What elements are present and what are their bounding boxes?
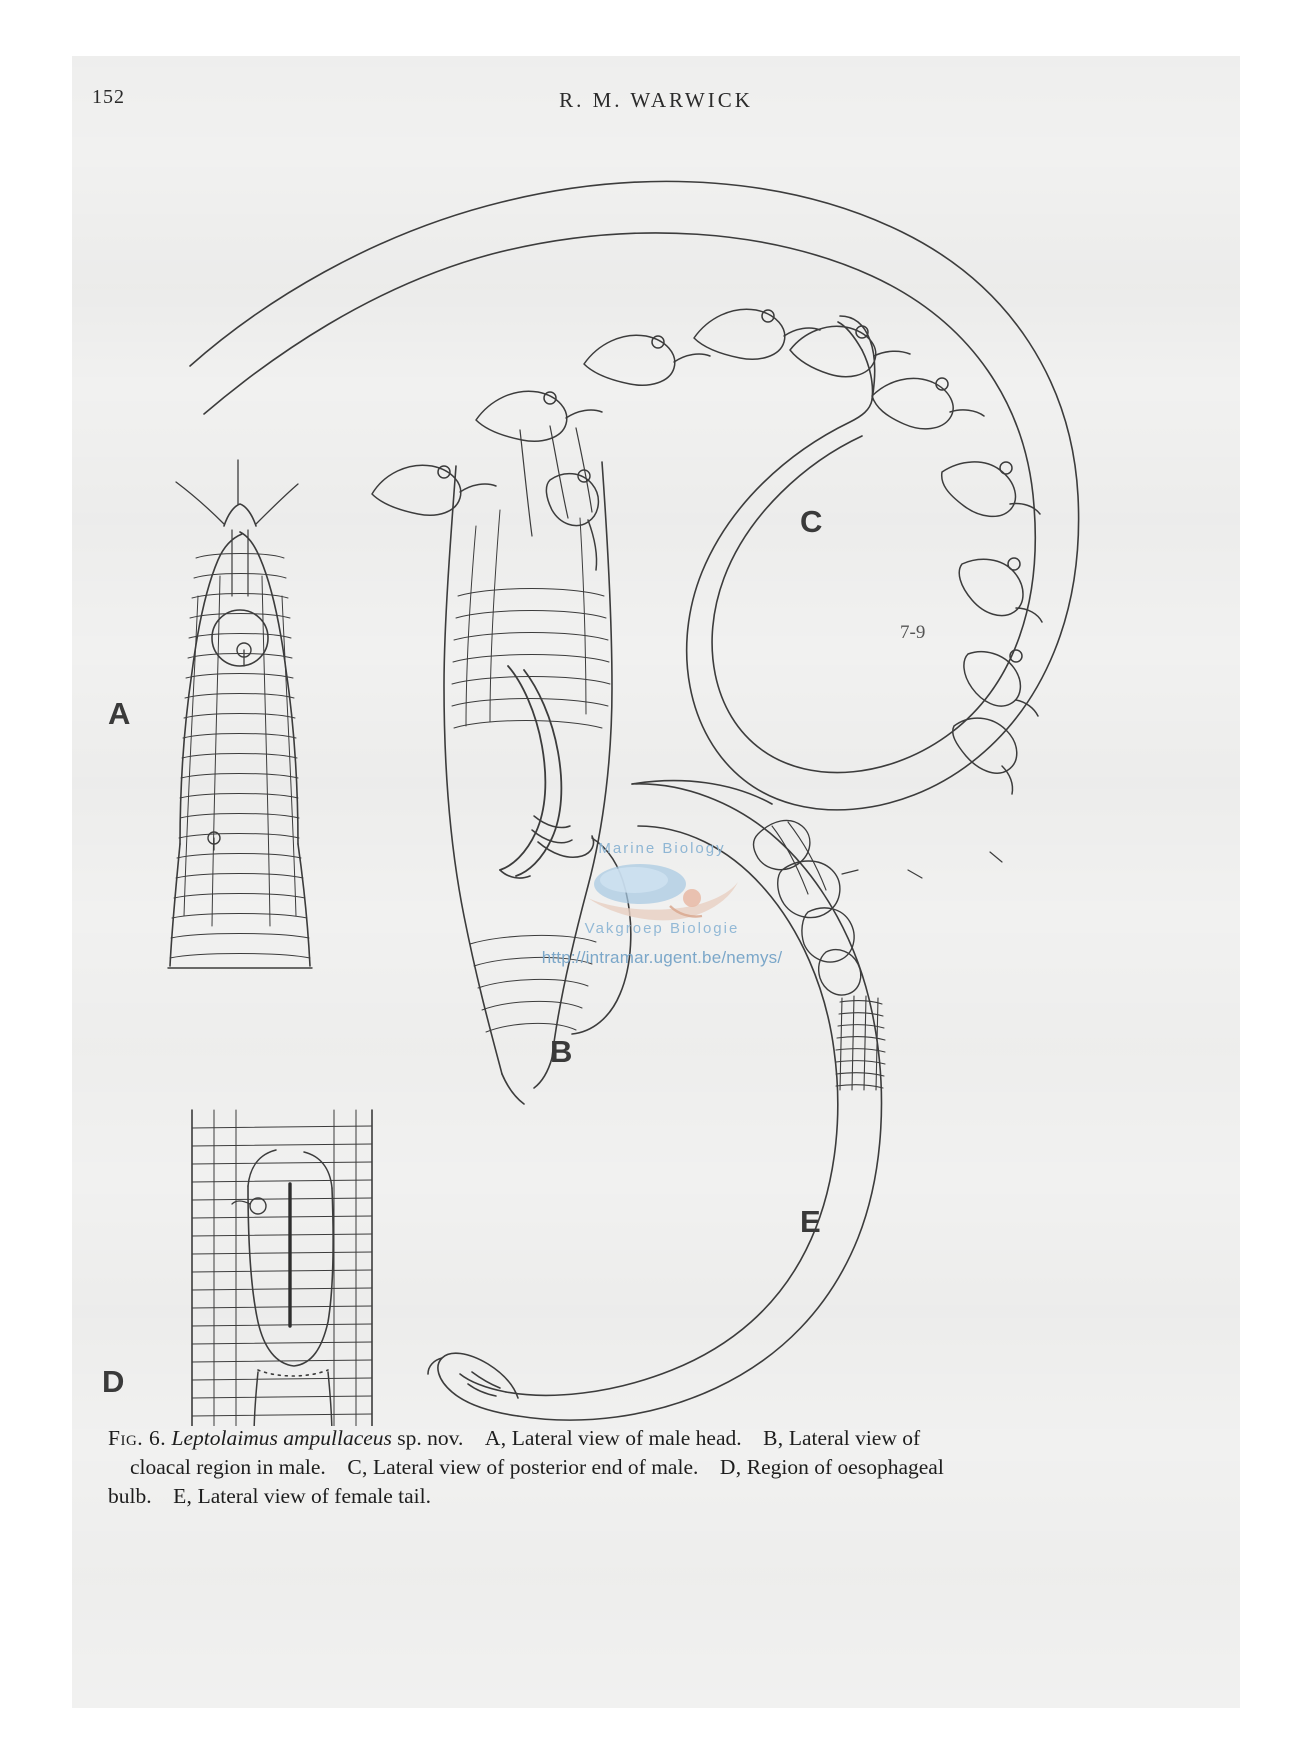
- caption-item-label-e: E,: [173, 1484, 193, 1509]
- caption-item-text-e: Lateral view of female tail.: [197, 1484, 431, 1509]
- caption-item-text-d: Region of oesophageal: [746, 1455, 944, 1480]
- caption-item-text-d2: bulb.: [108, 1484, 152, 1509]
- caption-item-label-b: B,: [763, 1426, 784, 1450]
- caption-species: Leptolaimus ampullaceus: [171, 1426, 392, 1450]
- caption-item-label-d: D,: [719, 1455, 742, 1480]
- watermark-title: Marine Biology: [598, 840, 726, 857]
- figure-caption: [108, 1424, 1208, 1511]
- panel-label-d: D: [102, 1364, 125, 1399]
- panel-label-a: A: [108, 696, 131, 731]
- watermark-subtitle: Vakgroep Biologie: [584, 920, 740, 937]
- annotation-c-numbers: 7-9: [900, 622, 926, 643]
- caption-item-text-b2: cloacal region in male.: [130, 1455, 326, 1480]
- panel-label-c: C: [800, 504, 823, 539]
- caption-item-text-c: Lateral view of posterior end of male.: [373, 1455, 699, 1480]
- caption-item-label-c: C,: [347, 1455, 368, 1480]
- watermark-url: http://intramar.ugent.be/nemys/: [541, 948, 783, 967]
- caption-item-label-a: A,: [484, 1426, 507, 1450]
- running-head: R. M. WARWICK: [559, 88, 753, 112]
- scanned-page: [72, 56, 1240, 1708]
- panel-label-b: B: [550, 1034, 573, 1069]
- page-number: 152: [92, 86, 125, 108]
- caption-item-text-a: Lateral view of male head.: [511, 1426, 742, 1450]
- figure-drawing-svg: [72, 126, 1240, 1426]
- caption-fig-number: Fig. 6.: [108, 1426, 167, 1450]
- figure-illustration: [72, 126, 1240, 1426]
- panel-label-e: E: [800, 1204, 821, 1239]
- caption-item-text-b: Lateral view of: [788, 1426, 921, 1450]
- caption-authority: sp. nov.: [397, 1426, 464, 1450]
